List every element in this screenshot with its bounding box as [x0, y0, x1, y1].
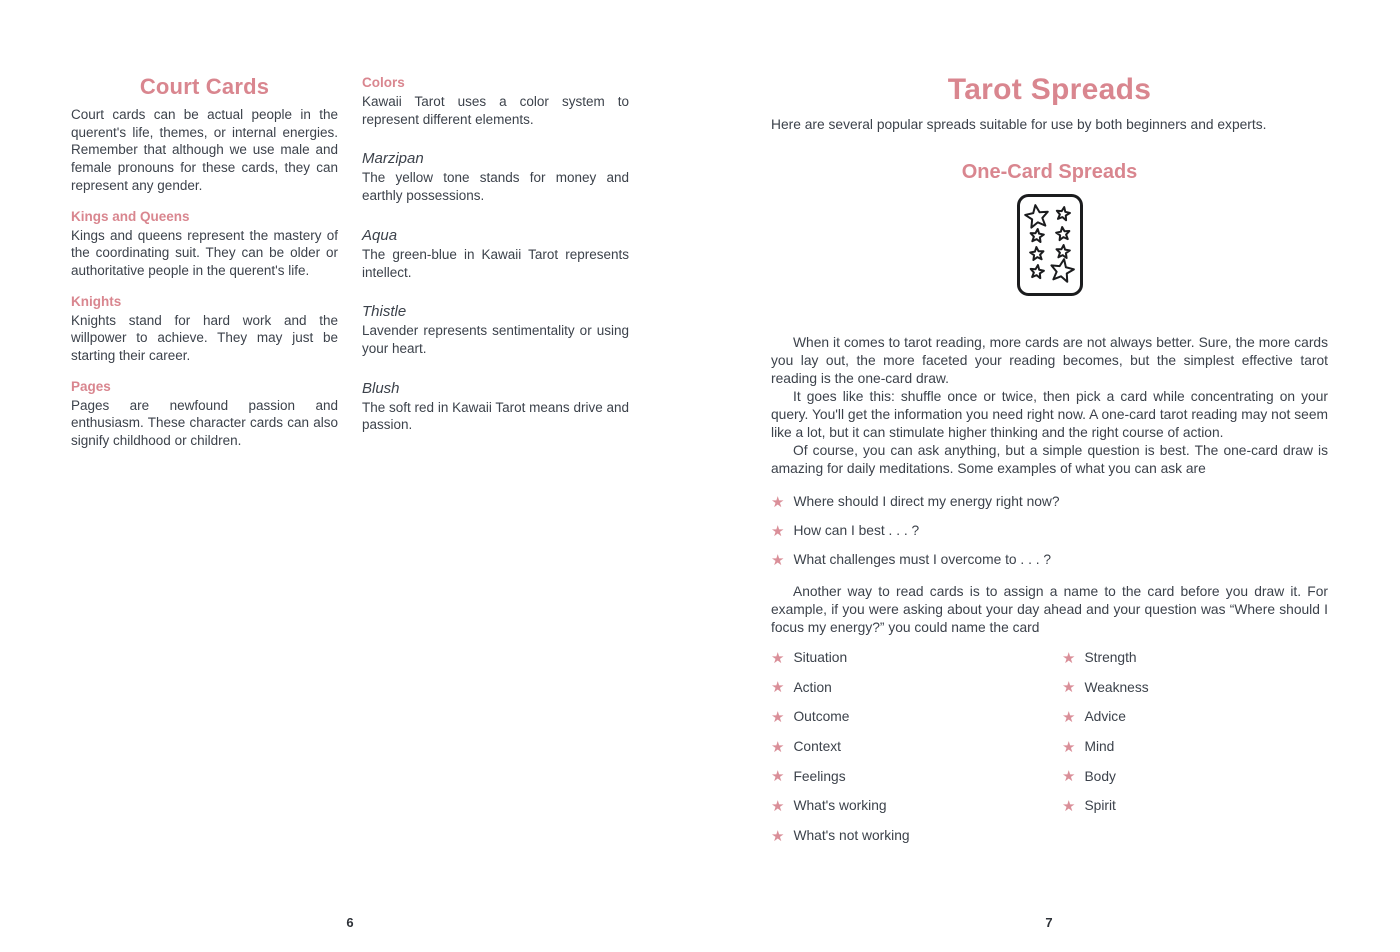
color-body-aqua: The green-blue in Kawaii Tarot represents intellect.	[362, 246, 629, 280]
card-name-list-left	[771, 649, 1062, 857]
list-item	[771, 738, 1062, 756]
list-item	[1062, 797, 1328, 815]
knights-subheading: Knights	[71, 293, 122, 309]
card-name-list-right	[1062, 649, 1328, 857]
one-card-illustration-wrap	[771, 194, 1328, 301]
paragraph: Of course, you can ask anything, but a simple question is best. The one-card draw is amazing for daily meditations. Some examples of what you can ask are	[771, 443, 1328, 476]
card-name: Mind	[1084, 739, 1115, 755]
left-page-column-court-cards	[71, 74, 338, 450]
star-bullet-icon: ★	[771, 522, 785, 540]
list-item	[1062, 768, 1328, 786]
color-body-blush: The soft red in Kawaii Tarot means drive and passion.	[362, 399, 629, 433]
card-name: Body	[1084, 768, 1116, 784]
list-item	[1062, 649, 1328, 667]
list-item	[771, 649, 1062, 667]
court-cards-intro: Court cards can be actual people in the querent's life, themes, or internal energies. Remember that although we use male and female pronouns for these cards, they can represent any gender.	[71, 107, 338, 193]
star-bullet-icon: ★	[771, 797, 785, 815]
list-item	[771, 551, 1328, 569]
colors-subheading: Colors	[362, 75, 405, 90]
left-page-column-colors	[362, 74, 629, 434]
list-item	[771, 768, 1062, 786]
paragraph: It goes like this: shuffle once or twice, then pick a card while concentrating on your query. You'll get the information you need right now. A one-card tarot reading may not seem like a lot, but it can stimulate higher thinking and the right course of action.	[771, 389, 1328, 440]
star-bullet-icon: ★	[1062, 708, 1076, 726]
question-list	[771, 493, 1328, 569]
naming-paragraph: Another way to read cards is to assign a name to the card before you draw it. For example, if you were asking about your day ahead and your question was “Where should I focus my energy?” you could name the card	[771, 584, 1328, 635]
star-bullet-icon: ★	[771, 649, 785, 667]
pages-subheading: Pages	[71, 378, 111, 394]
color-name-thistle: Thistle	[362, 303, 407, 321]
color-name-aqua: Aqua	[362, 226, 398, 244]
star-bullet-icon: ★	[771, 551, 785, 569]
card-name-lists	[771, 649, 1328, 857]
card-name: Spirit	[1084, 798, 1116, 814]
page-subtitle: Here are several popular spreads suitable for use by both beginners and experts.	[771, 117, 1267, 132]
card-name: Outcome	[793, 709, 850, 725]
paragraph: When it comes to tarot reading, more cards are not always better. Sure, the more cards you lay out, the more faceted your reading becomes, but the simplest effective tarot reading is the one-card draw.	[771, 335, 1328, 386]
right-page	[771, 74, 1328, 857]
star-bullet-icon: ★	[771, 827, 785, 845]
list-item	[1062, 708, 1328, 726]
one-card-spreads-heading: One-Card Spreads	[961, 161, 1138, 183]
color-body-marzipan: The yellow tone stands for money and earthly possessions.	[362, 170, 629, 204]
list-item	[771, 679, 1062, 697]
card-name: Situation	[793, 650, 848, 665]
page-title: Tarot Spreads	[947, 73, 1152, 106]
knights-body: Knights stand for hard work and the willpower to achieve. They may just be starting their career.	[71, 312, 338, 364]
kings-queens-subheading: Kings and Queens	[71, 208, 190, 224]
card-name: Feelings	[793, 768, 846, 784]
court-cards-heading: Court Cards	[139, 74, 270, 99]
star-bullet-icon: ★	[1062, 797, 1076, 815]
star-bullet-icon: ★	[771, 493, 785, 511]
star-bullet-icon: ★	[771, 768, 785, 786]
colors-intro: Kawaii Tarot uses a color system to represent different elements.	[362, 94, 629, 127]
color-name-blush: Blush	[362, 379, 400, 397]
star-bullet-icon: ★	[1062, 649, 1076, 667]
card-name: Weakness	[1084, 679, 1149, 695]
card-name: Action	[793, 679, 832, 695]
list-item	[771, 708, 1062, 726]
star-bullet-icon: ★	[771, 679, 785, 697]
star-bullet-icon: ★	[771, 708, 785, 726]
list-item	[1062, 679, 1328, 697]
one-card-paragraphs	[771, 334, 1328, 478]
card-name: What's working	[793, 798, 887, 814]
kings-queens-body: Kings and queens represent the mastery of the coordinating suit. They can be older or authoritative people in the querent's life.	[71, 227, 338, 278]
pages-body: Pages are newfound passion and enthusiasm. These character cards can also signify childhood or children.	[71, 397, 338, 449]
tarot-card-illustration	[1017, 194, 1083, 296]
card-name: What's not working	[793, 828, 910, 844]
page-number-right: 7	[1045, 915, 1053, 930]
list-item	[771, 522, 1328, 540]
star-bullet-icon: ★	[1062, 738, 1076, 756]
list-item	[1062, 738, 1328, 756]
star-bullet-icon: ★	[1062, 768, 1076, 786]
list-item	[771, 493, 1328, 511]
question-text: How can I best . . . ?	[793, 523, 920, 538]
card-name: Advice	[1084, 709, 1126, 725]
list-item	[771, 797, 1062, 815]
page-number-left: 6	[346, 915, 354, 930]
list-item	[771, 827, 1062, 845]
card-name: Strength	[1084, 650, 1137, 665]
star-bullet-icon: ★	[771, 738, 785, 756]
question-text: What challenges must I overcome to . . . ?	[793, 552, 1052, 567]
color-name-marzipan: Marzipan	[362, 150, 424, 168]
question-text: Where should I direct my energy right now?	[793, 494, 1060, 509]
card-name: Context	[793, 739, 842, 755]
star-bullet-icon: ★	[1062, 679, 1076, 697]
color-body-thistle: Lavender represents sentimentality or using your heart.	[362, 323, 629, 356]
